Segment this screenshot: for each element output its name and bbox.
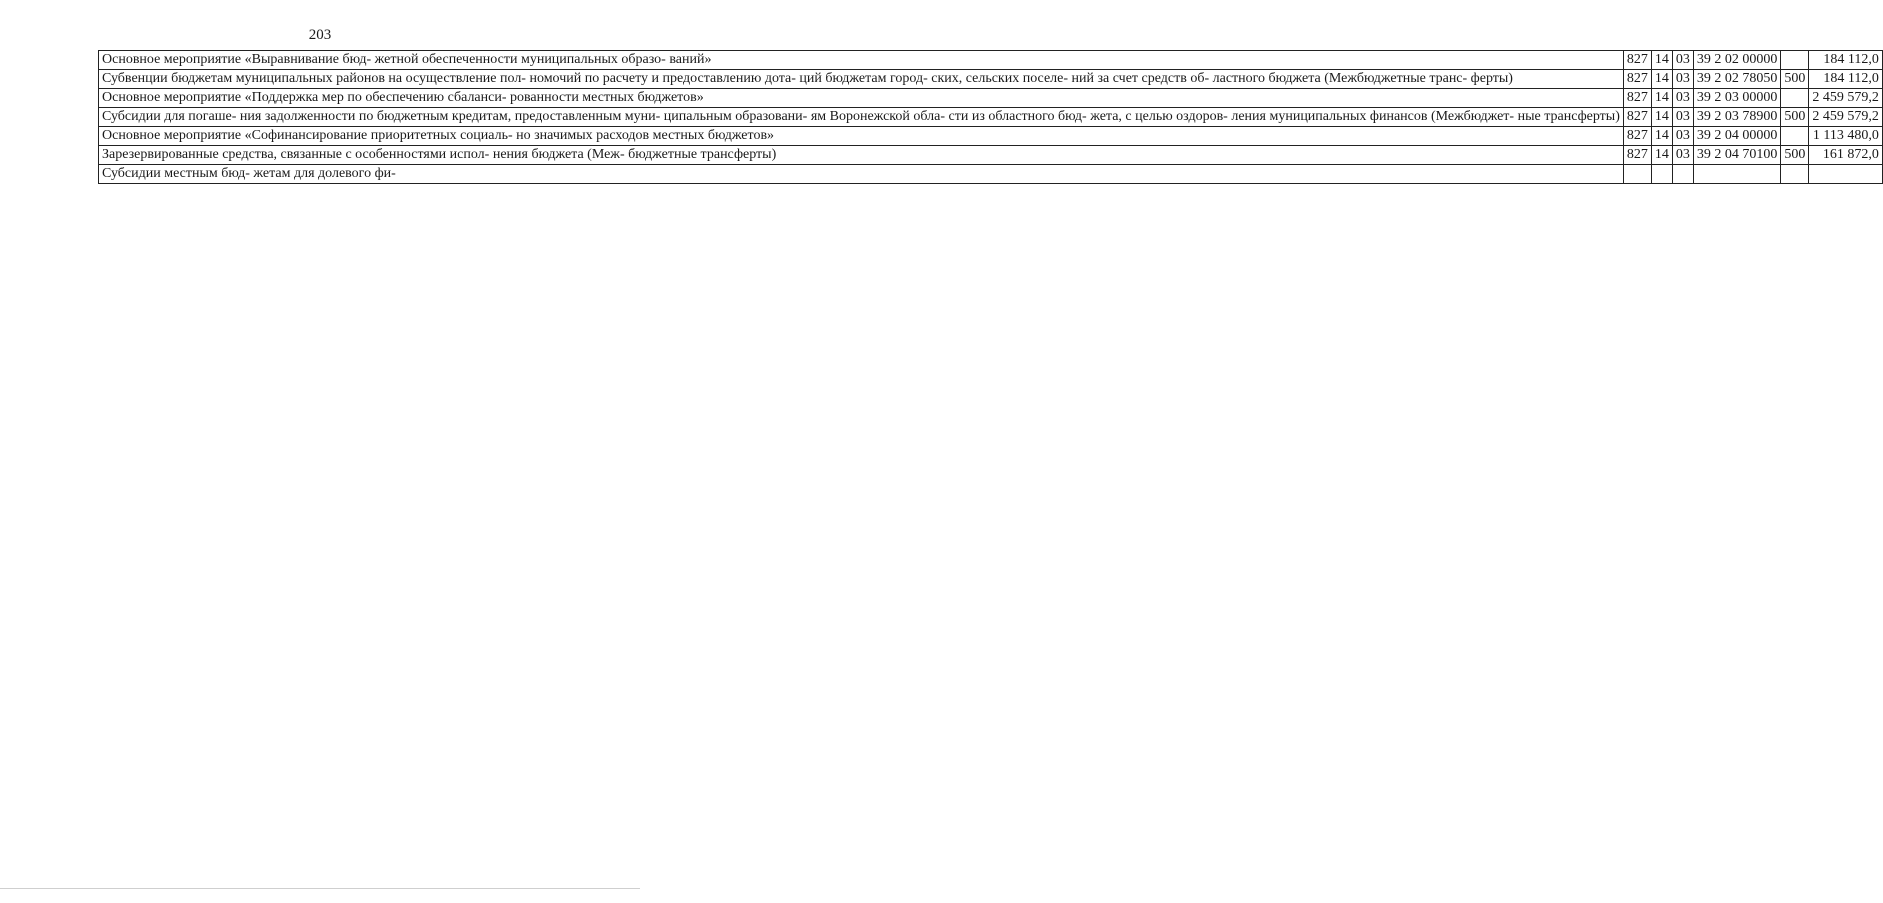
item-name: Основное мероприятие «Выравнивание бюд- жетной обеспеченности муниципальных образо- ваний»	[99, 51, 1624, 70]
table-row	[99, 127, 1883, 146]
amount: 184 112,0	[1809, 70, 1883, 89]
target-article-code: 39 2 02 78050	[1693, 70, 1781, 89]
ved-code: 827	[1623, 51, 1651, 70]
ved-code: 827	[1623, 127, 1651, 146]
section-code: 14	[1651, 146, 1672, 165]
ved-code: 827	[1623, 108, 1651, 127]
amount	[1809, 165, 1883, 184]
table-row	[99, 165, 1883, 184]
ved-code: 827	[1623, 89, 1651, 108]
subsection-code: 03	[1672, 51, 1693, 70]
subsection-code: 03	[1672, 89, 1693, 108]
item-name: Субсидии для погаше- ния задолженности по бюджетным кредитам, предоставленным муни- ципальным образовани- ям Воронежской обла- сти из областного бюд- жета, с целью оздоров- ления муниципальных финансов (Межбюджет- ные трансферты)	[99, 108, 1624, 127]
target-article-code: 39 2 03 00000	[1693, 89, 1781, 108]
section-code: 14	[1651, 89, 1672, 108]
section-code	[1651, 165, 1672, 184]
budget-table	[98, 50, 1883, 184]
subsection-code: 03	[1672, 70, 1693, 89]
target-article-code: 39 2 03 78900	[1693, 108, 1781, 127]
item-name: Субвенции бюджетам муниципальных районов на осуществление пол- номочий по расчету и предоставлению дота- ций бюджетам город- ских, сельских поселе- ний за счет средств об- ластного бюджета (Межбюджетные транс- ферты)	[99, 70, 1624, 89]
expense-type-code: 500	[1781, 146, 1809, 165]
section-code: 14	[1651, 51, 1672, 70]
expense-type-code	[1781, 127, 1809, 146]
expense-type-code	[1781, 51, 1809, 70]
amount: 1 113 480,0	[1809, 127, 1883, 146]
expense-type-code	[1781, 165, 1809, 184]
section-code: 14	[1651, 108, 1672, 127]
table-row	[99, 89, 1883, 108]
amount: 184 112,0	[1809, 51, 1883, 70]
amount: 2 459 579,2	[1809, 108, 1883, 127]
table-row	[99, 108, 1883, 127]
page-number: 203	[308, 27, 332, 43]
item-name: Основное мероприятие «Софинансирование приоритетных социаль- но значимых расходов местных бюджетов»	[99, 127, 1624, 146]
expense-type-code: 500	[1781, 70, 1809, 89]
subsection-code: 03	[1672, 108, 1693, 127]
target-article-code: 39 2 02 00000	[1693, 51, 1781, 70]
subsection-code: 03	[1672, 146, 1693, 165]
section-code: 14	[1651, 70, 1672, 89]
target-article-code: 39 2 04 70100	[1693, 146, 1781, 165]
table-row	[99, 146, 1883, 165]
page-bottom-rule	[0, 888, 640, 889]
amount: 2 459 579,2	[1809, 89, 1883, 108]
expense-type-code	[1781, 89, 1809, 108]
ved-code	[1623, 165, 1651, 184]
item-name: Субсидии местным бюд- жетам для долевого фи-	[99, 165, 1624, 184]
ved-code: 827	[1623, 70, 1651, 89]
target-article-code: 39 2 04 00000	[1693, 127, 1781, 146]
item-name: Зарезервированные средства, связанные с особенностями испол- нения бюджета (Меж- бюджетные трансферты)	[99, 146, 1624, 165]
table-row	[99, 51, 1883, 70]
table-row	[99, 70, 1883, 89]
section-code: 14	[1651, 127, 1672, 146]
subsection-code	[1672, 165, 1693, 184]
amount: 161 872,0	[1809, 146, 1883, 165]
target-article-code	[1693, 165, 1781, 184]
subsection-code: 03	[1672, 127, 1693, 146]
ved-code: 827	[1623, 146, 1651, 165]
item-name: Основное мероприятие «Поддержка мер по обеспечению сбаланси- рованности местных бюджетов»	[99, 89, 1624, 108]
expense-type-code: 500	[1781, 108, 1809, 127]
